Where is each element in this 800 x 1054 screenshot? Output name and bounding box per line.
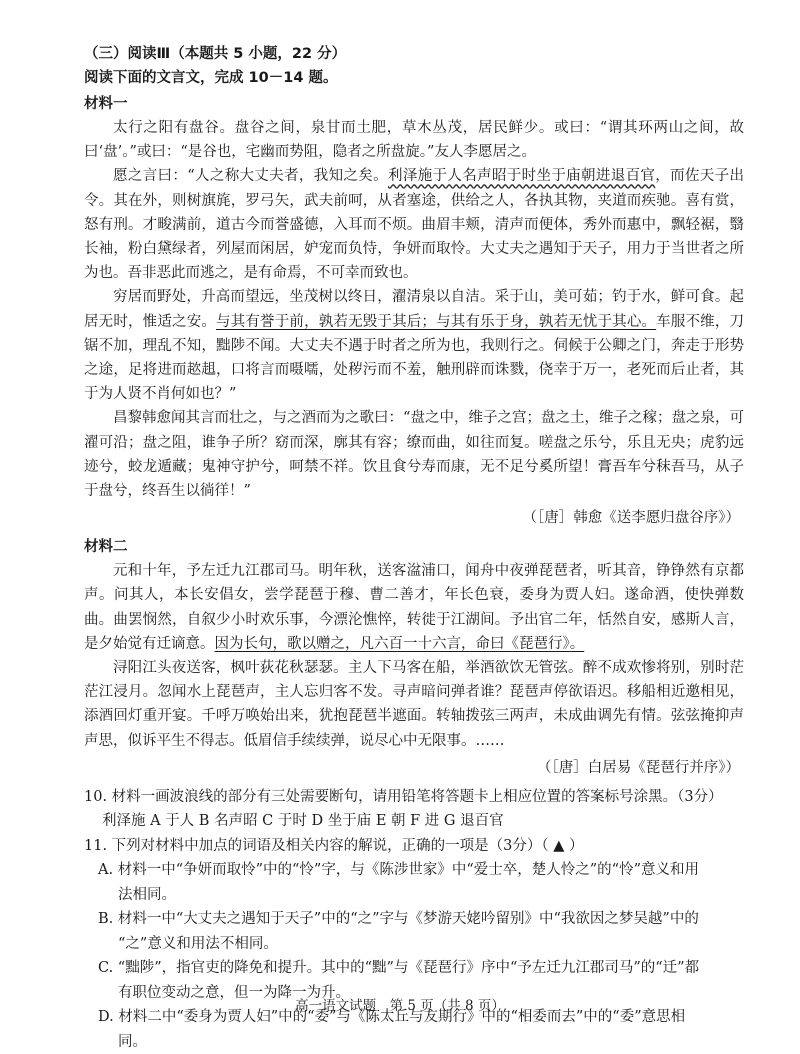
underlined-passage: 与其有誉于前，孰若无毁于其后；与其有乐于身，孰若无忧于其心。: [216, 313, 657, 330]
instruction: 阅读下面的文言文，完成 10－14 题。: [84, 70, 338, 86]
material1-heading: 材料一: [84, 96, 128, 112]
material1-p2-text-a: 愿之言曰：“人之称大丈夫者，我知之矣。: [113, 168, 389, 185]
option-d-line-1: D. 材料二中“委身为贾人妇”中的“委”与《陈太丘与友期行》中的“相委而去”中的“委”意思相: [98, 1009, 686, 1026]
material1-p3-text-b: 车服不维，刀锯不加，理乱不知，黜陟不闻。大丈夫不遇于时者之所为也，我则行之。伺候于公卿之门，奔走于形势之途，足将进而趑趄，口将言而嗫嚅，处秽污而不羞，触刑辟而诛戮，侥幸于万一，老死而后止者，其于为人贤不肖何如也？”: [84, 313, 745, 403]
material1-p2-text-b: ，而佐天子出令。其在外，则树旗旄，罗弓矢，武夫前呵，从者塞途，供给之人，各执其物，夹道而疾驰。喜有赏，怒有刑。才畯满前，道古今而誉盛德，入耳而不烦。曲眉丰颊，清声而便体，秀外而惠中，飘轻裾，翳长袖，粉白黛绿者，列屋而闲居，妒宠而负恃，争妍而取怜。大丈夫之遇知于天子，用力于当世者之所为也。吾非恶此而逃之，是有命焉，不可幸而致也。: [84, 168, 745, 282]
material1-paragraph-2: [84, 164, 744, 285]
material1-paragraph-4: 昌黎韩愈闻其言而壮之，与之酒而为之歌曰：“盘之中，维子之宫；盘之土，维子之稼；盘之泉，可濯可沿；盘之阻，谁争子所？窈而深，廓其有容；缭而曲，如往而复。嗟盘之乐兮，乐且无央；虎豹远迹兮，蛟龙遁藏；鬼神守护兮，呵禁不祥。饮且食兮寿而康，无不足兮奚所望！膏吾车兮秣吾马，从子于盘兮，终吾生以徜徉！”: [84, 410, 744, 500]
material2-p1-text-a: 元和十年，予左迁九江郡司马。明年秋，送客湓浦口，闻舟中夜弹琵琶者，听其音，铮铮然有京都声。问其人，本长安倡女，尝学琵琶于穆、曹二善才，年长色衰，委身为贾人妇。遂命酒，使快弹数曲。曲罢悯然，自叙少小时欢乐事，今漂沦憔悴，转徙于江湖间。予出官二年，恬然自安，感斯人言，是夕始觉有迁谪意。: [84, 563, 744, 652]
option-c-line-1: C. “黜陟”，指官吏的降免和提升。其中的“黜”与《琵琶行》序中“予左迁九江郡司马”的“迁”都: [98, 960, 700, 977]
material1-source: （［唐］韩愈《送李愿归盘谷序》）: [522, 510, 740, 527]
question-10-stem: 10. 材料一画波浪线的部分有三处需要断句，请用铅笔将答题卡上相应位置的答案标号涂黑。（3分）: [84, 788, 723, 805]
material2-underlined-sentence: 因为长句，歌以赠之，凡六百一十六言，命曰《琵琶行》。: [214, 635, 585, 652]
material1-p3-text-a: 穷居而野处，升高而望远，坐茂树以终日，濯清泉以自洁。采于山，美可茹；钓于水，鲜可食。起居无时，惟适之安。: [84, 289, 744, 330]
option-a-line-1: A. 材料一中“争妍而取怜”中的“怜”字，与《陈涉世家》中“爱士卒，楚人怜之”的“怜”意义和用: [98, 862, 699, 879]
option-a-line-2: 法相同。: [118, 886, 176, 903]
material2-heading: 材料二: [84, 539, 128, 556]
question-11-stem: 11. 下列对材料中加点的词语及相关内容的解说，正确的一项是（3分）（ ▲ ）: [84, 837, 584, 854]
material1-paragraph-1: 太行之阳有盘谷。盘谷之间，泉甘而土肥，草木丛茂，居民鲜少。或曰：“谓其环两山之间，故曰‘盘’。”或曰：“是谷也，宅幽而势阻，隐者之所盘旋。”友人李愿居之。: [84, 120, 744, 161]
page-footer: 高一语文试题 第 5 页（共 8 页）: [295, 998, 505, 1014]
option-b-line-2: “之”意义和用法不相同。: [118, 935, 278, 952]
section-title: （三）阅读Ⅲ（本题共 5 小题，22 分）: [84, 46, 347, 62]
option-b-line-1: B. 材料一中“大丈夫之遇知于天子”中的“之”字与《梦游天姥吟留别》中“我欲因之梦吴越”中的: [98, 911, 699, 928]
material1-paragraph-3: [84, 285, 744, 406]
option-d-line-2: 同。: [118, 1033, 147, 1050]
question-10-options: 利泽施 A 于人 B 名声昭 C 于时 D 坐于庙 E 朝 F 进 G 退百官: [102, 813, 504, 830]
option-c-line-2: 有职位变动之意，但一为降一为升。: [118, 984, 350, 1001]
material2-source: （［唐］白居易《琵琶行并序》）: [537, 759, 740, 776]
wavy-underlined-passage: 利泽施于人名声昭于时坐于庙朝进退百官: [388, 168, 656, 185]
material2-poem: 浔阳江头夜送客，枫叶荻花秋瑟瑟。主人下马客在船，举酒欲饮无管弦。醉不成欢惨将别，别时茫茫江浸月。忽闻水上琵琶声，主人忘归客不发。寻声暗问弹者谁？琵琶声停欲语迟。移船相近邀相见，添酒回灯重开宴。千呼万唤始出来，犹抱琵琶半遮面。转轴拨弦三两声，未成曲调先有情。弦弦掩抑声声思，似诉平生不得志。低眉信手续续弹，说尽心中无限事。……: [84, 660, 744, 749]
material2-paragraph-1: [84, 559, 744, 656]
